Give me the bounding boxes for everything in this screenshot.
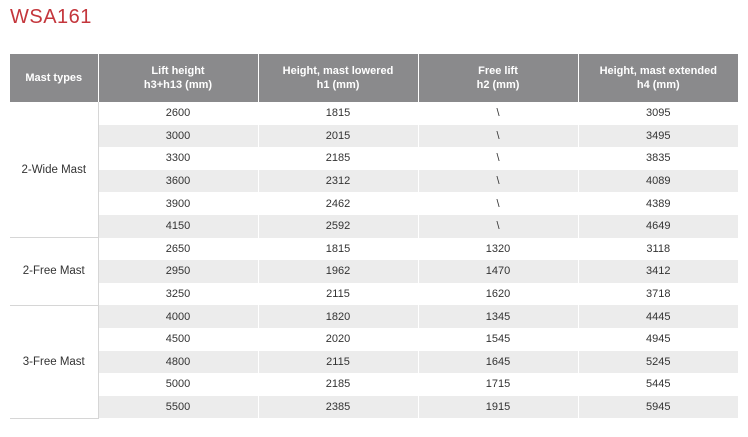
height-lowered-cell: 2115 (258, 283, 418, 306)
lift-height-cell: 3300 (98, 147, 258, 170)
height-extended-cell: 3495 (578, 125, 738, 148)
height-lowered-cell: 1962 (258, 260, 418, 283)
height-lowered-cell: 2020 (258, 328, 418, 351)
mast-type-cell: 2-Wide Mast (10, 102, 98, 238)
table-row (10, 396, 738, 419)
height-lowered-cell: 2185 (258, 147, 418, 170)
lift-height-cell: 3600 (98, 170, 258, 193)
height-extended-cell: 5945 (578, 396, 738, 419)
lift-height-cell: 2950 (98, 260, 258, 283)
free-lift-cell: \ (418, 170, 578, 193)
height-lowered-cell: 1820 (258, 305, 418, 328)
header-unit: h3+h13 (mm) (143, 79, 213, 91)
height-lowered-cell: 1815 (258, 102, 418, 125)
free-lift-cell: 1620 (418, 283, 578, 306)
header-unit: h2 (mm) (476, 79, 520, 91)
height-lowered-cell: 1815 (258, 238, 418, 261)
table-row (10, 305, 738, 328)
header-label: Mast types (25, 72, 83, 84)
header-label: Free lift (478, 65, 518, 77)
lift-height-cell: 4150 (98, 215, 258, 238)
table-row (10, 215, 738, 238)
free-lift-cell: \ (418, 102, 578, 125)
header-height-mast-extended (578, 54, 738, 102)
lift-height-cell: 2600 (98, 102, 258, 125)
height-lowered-cell: 2115 (258, 351, 418, 374)
table-row (10, 260, 738, 283)
mast-type-cell: 3-Free Mast (10, 305, 98, 418)
free-lift-cell: 1915 (418, 396, 578, 419)
header-label: Height, mast lowered (282, 65, 394, 77)
lift-height-cell: 4500 (98, 328, 258, 351)
free-lift-cell: \ (418, 215, 578, 238)
lift-height-cell: 4000 (98, 305, 258, 328)
height-extended-cell: 5445 (578, 373, 738, 396)
free-lift-cell: 1715 (418, 373, 578, 396)
table-row (10, 373, 738, 396)
lift-height-cell: 5000 (98, 373, 258, 396)
mast-type-cell: 2-Free Mast (10, 238, 98, 306)
header-height-mast-lowered (258, 54, 418, 102)
free-lift-cell: 1345 (418, 305, 578, 328)
height-extended-cell: 4389 (578, 192, 738, 215)
free-lift-cell: \ (418, 147, 578, 170)
free-lift-cell: 1320 (418, 238, 578, 261)
table-row (10, 192, 738, 215)
table-row (10, 170, 738, 193)
table-row (10, 147, 738, 170)
height-lowered-cell: 2462 (258, 192, 418, 215)
header-mast-types (10, 54, 98, 102)
height-lowered-cell: 2015 (258, 125, 418, 148)
free-lift-cell: \ (418, 125, 578, 148)
height-extended-cell: 4089 (578, 170, 738, 193)
header-unit: h4 (mm) (636, 79, 680, 91)
height-extended-cell: 4945 (578, 328, 738, 351)
table-row (10, 283, 738, 306)
height-extended-cell: 3095 (578, 102, 738, 125)
height-extended-cell: 4445 (578, 305, 738, 328)
height-extended-cell: 3118 (578, 238, 738, 261)
height-lowered-cell: 2312 (258, 170, 418, 193)
lift-height-cell: 3250 (98, 283, 258, 306)
lift-height-cell: 5500 (98, 396, 258, 419)
table-row (10, 351, 738, 374)
lift-height-cell: 3000 (98, 125, 258, 148)
height-extended-cell: 3835 (578, 147, 738, 170)
height-lowered-cell: 2185 (258, 373, 418, 396)
header-label: Height, mast extended (599, 65, 717, 77)
free-lift-cell: \ (418, 192, 578, 215)
header-label: Lift height (151, 65, 205, 77)
height-extended-cell: 3718 (578, 283, 738, 306)
height-extended-cell: 5245 (578, 351, 738, 374)
table-row (10, 328, 738, 351)
height-lowered-cell: 2592 (258, 215, 418, 238)
page-title: WSA161 (10, 6, 92, 28)
header-unit: h1 (mm) (316, 79, 360, 91)
free-lift-cell: 1545 (418, 328, 578, 351)
table-body (10, 102, 738, 418)
header-row (10, 54, 738, 102)
lift-height-cell: 2650 (98, 238, 258, 261)
free-lift-cell: 1470 (418, 260, 578, 283)
height-extended-cell: 3412 (578, 260, 738, 283)
height-lowered-cell: 2385 (258, 396, 418, 419)
table-row (10, 102, 738, 125)
free-lift-cell: 1645 (418, 351, 578, 374)
header-free-lift (418, 54, 578, 102)
table-row (10, 238, 738, 261)
header-lift-height (98, 54, 258, 102)
height-extended-cell: 4649 (578, 215, 738, 238)
mast-spec-table (10, 54, 738, 419)
lift-height-cell: 3900 (98, 192, 258, 215)
table-row (10, 125, 738, 148)
lift-height-cell: 4800 (98, 351, 258, 374)
